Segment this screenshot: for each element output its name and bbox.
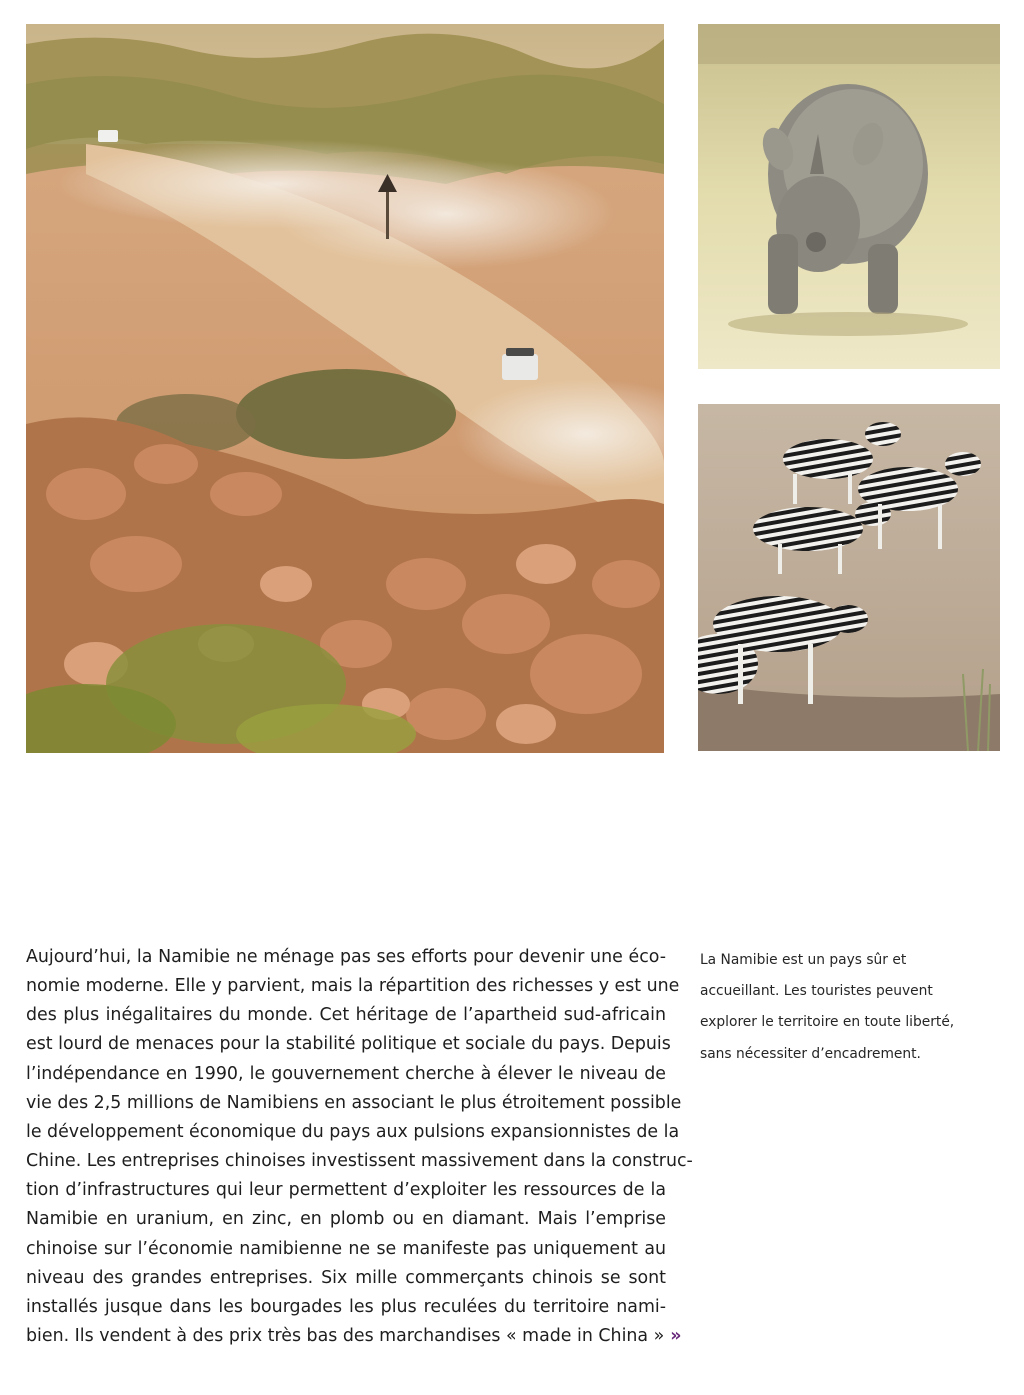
body-line-last: [26, 1322, 682, 1351]
body-line-text: bien. Ils vendent à des prix très bas des marchandises « made in China »: [26, 1326, 665, 1347]
body-line: chinoise sur l’économie namibienne ne se manifeste pas uniquement au: [26, 1238, 666, 1259]
caption-line: explorer le territoire en toute liberté,: [700, 1014, 955, 1031]
continue-mark: »: [670, 1326, 682, 1347]
body-line: niveau des grandes entreprises. Six mille commerçants chinois se sont: [26, 1267, 666, 1288]
body-line: l’indépendance en 1990, le gouvernement cherche à élever le niveau de: [26, 1063, 666, 1084]
body-line: Chine. Les entreprises chinoises investissent massivement dans la construc-: [26, 1151, 693, 1172]
body-line: le développement économique du pays aux pulsions expansionnistes de la: [26, 1121, 680, 1142]
photo-caption: [700, 945, 955, 1070]
body-line: nomie moderne. Elle y parvient, mais la répartition des richesses y est une: [26, 976, 680, 997]
body-line: Namibie en uranium, en zinc, en plomb ou en diamant. Mais l’emprise: [26, 1209, 666, 1230]
body-line: des plus inégalitaires du monde. Cet héritage de l’apartheid sud-africain: [26, 1005, 666, 1026]
caption-line: accueillant. Les touristes peuvent: [700, 983, 933, 1000]
caption-line: sans nécessiter d’encadrement.: [700, 1045, 921, 1062]
body-line: Aujourd’hui, la Namibie ne ménage pas ses efforts pour devenir une éco-: [26, 947, 666, 967]
body-line: vie des 2,5 millions de Namibiens en associant le plus étroitement possible: [26, 1092, 682, 1113]
rhino-photo: [698, 24, 1000, 369]
namibia-road-photo: [26, 24, 664, 753]
body-paragraph: [26, 943, 693, 1351]
zebras-photo: [698, 404, 1000, 751]
body-line: tion d’infrastructures qui leur permettent d’exploiter les ressources de la: [26, 1180, 666, 1201]
caption-line: La Namibie est un pays sûr et: [700, 952, 907, 968]
body-line: est lourd de menaces pour la stabilité politique et sociale du pays. Depuis: [26, 1034, 671, 1055]
body-line: installés jusque dans les bourgades les plus reculées du territoire nami-: [26, 1296, 666, 1317]
